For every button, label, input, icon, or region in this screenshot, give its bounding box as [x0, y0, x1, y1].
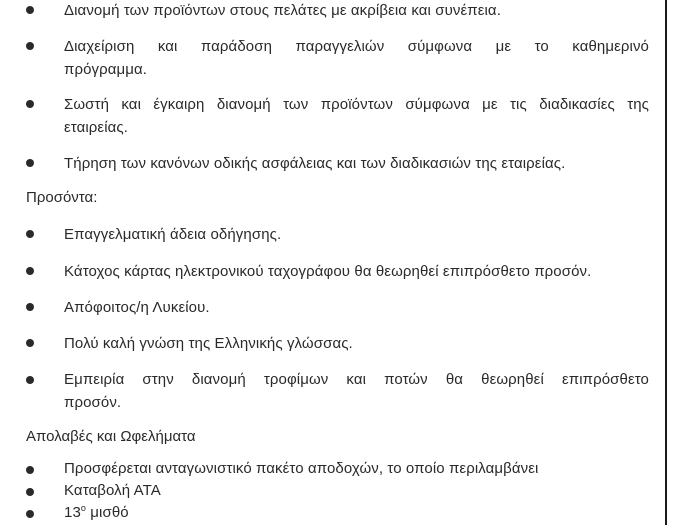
duty-item-2-line-1: Διαχείριση και παράδοση παραγγελιών σύμφωνα με το καθημερινό [64, 38, 649, 55]
bullet-icon [26, 488, 34, 496]
qualification-item-3: Απόφοιτος/η Λυκείου. [64, 299, 210, 316]
bullet-icon [26, 230, 34, 238]
bullet-icon [26, 100, 34, 108]
superscript-o: ο [80, 503, 86, 513]
benefit-item-3 [64, 503, 649, 523]
bullet-icon [26, 466, 34, 474]
benefit-number: 13 [64, 504, 81, 521]
qualification-item-2: Κάτοχος κάρτας ηλεκτρονικού ταχογράφου θα θεωρηθεί επιπρόσθετο προσόν. [64, 263, 592, 280]
bullet-icon [26, 339, 34, 347]
bullet-icon [26, 510, 34, 518]
bullet-icon [26, 376, 34, 384]
benefit-word: μισθό [90, 504, 129, 521]
bullet-icon [26, 303, 34, 311]
qualification-item-1: Επαγγελματική άδεια οδήγησης. [64, 226, 282, 243]
duty-item-1: Διανομή των προϊόντων στους πελάτες με ακρίβεια και συνέπεια. [64, 2, 501, 19]
bullet-icon [26, 159, 34, 167]
duty-item-3-line-2: εταιρείας. [64, 119, 129, 136]
bullet-icon [26, 6, 34, 14]
benefit-item-2: Καταβολή ΑΤΑ [64, 482, 161, 499]
duty-item-2-line-2: πρόγραμμα. [64, 61, 148, 78]
benefits-heading: Απολαβές και Ωφελήματα [26, 428, 196, 445]
qualification-item-5-line-1: Εμπειρία στην διανομή τροφίμων και ποτών θα θεωρηθεί επιπρόσθετο [64, 371, 649, 388]
bullet-icon [26, 267, 34, 275]
qualification-item-5-line-2: προσόν. [64, 394, 122, 411]
qualifications-heading: Προσόντα: [26, 189, 98, 206]
bullet-icon [26, 42, 34, 50]
duty-item-4: Τήρηση των κανόνων οδικής ασφάλειας και των διαδικασιών της εταιρείας. [64, 155, 566, 172]
qualification-item-4: Πολύ καλή γνώση της Ελληνικής γλώσσας. [64, 335, 353, 352]
duty-item-3-line-1: Σωστή και έγκαιρη διανομή των προϊόντων σύμφωνα με τις διαδικασίες της [64, 96, 649, 113]
benefit-item-1: Προσφέρεται ανταγωνιστικό πακέτο αποδοχών, το οποίο περιλαμβάνει [64, 460, 539, 477]
